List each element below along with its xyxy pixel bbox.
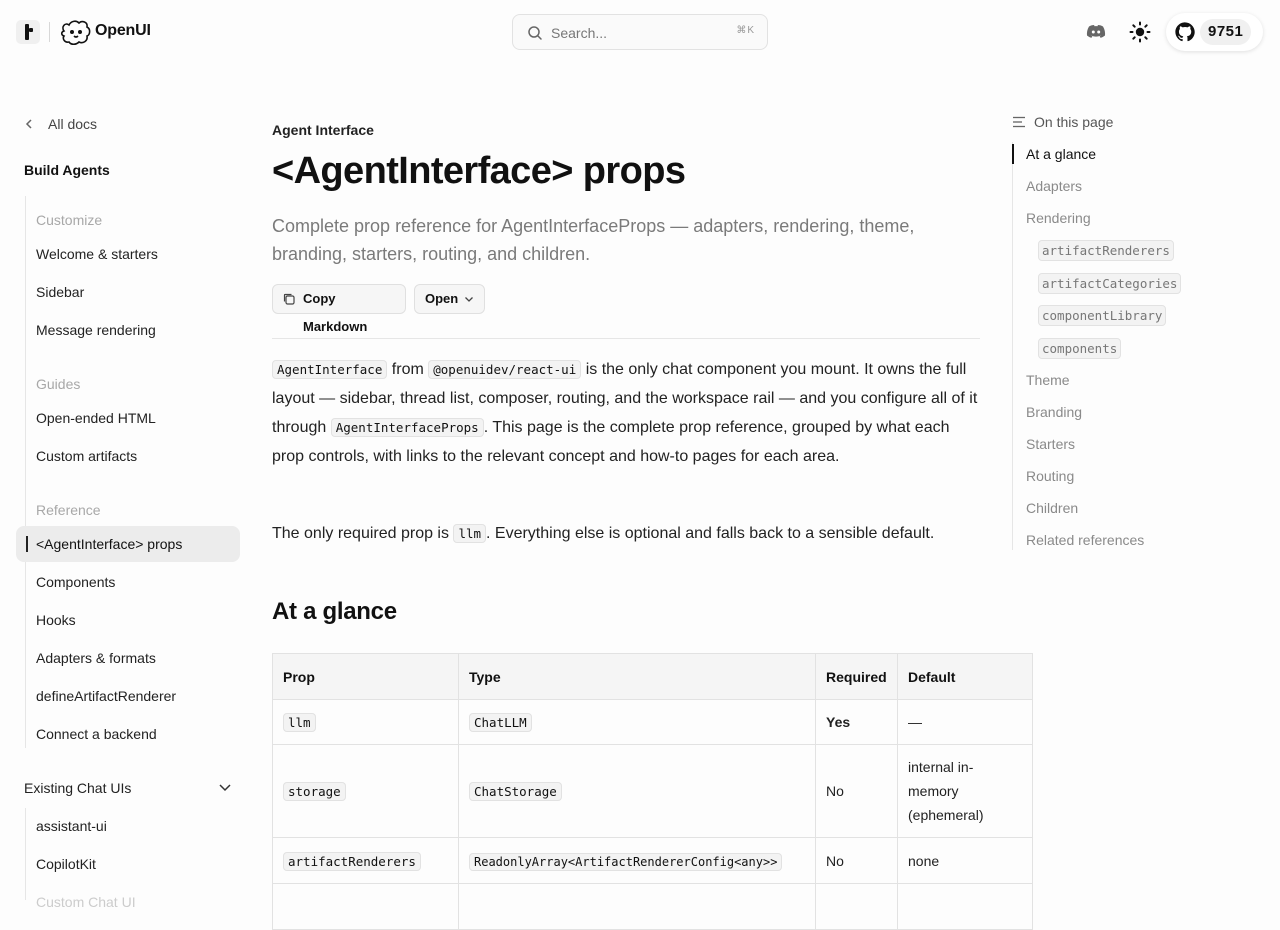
search-box[interactable] xyxy=(512,14,768,50)
sidebar-item-sidebar[interactable]: Sidebar xyxy=(36,284,85,300)
column-header-prop: Prop xyxy=(273,654,459,700)
sidebar-item-agentinterface-props[interactable] xyxy=(16,526,240,562)
open-label: Open xyxy=(425,291,459,306)
required-prop-paragraph xyxy=(272,519,980,548)
toc-item-related-references[interactable]: Related references xyxy=(1026,532,1145,548)
type-cell xyxy=(459,700,816,745)
toc-list-icon xyxy=(1012,116,1026,128)
sidebar-item-assistant-ui[interactable]: assistant-ui xyxy=(36,818,107,834)
default-cell: none xyxy=(898,838,1033,884)
brand-divider xyxy=(49,22,50,42)
toc-track xyxy=(1012,142,1013,550)
toc-active-indicator xyxy=(1012,144,1014,164)
sidebar-tree-line xyxy=(25,808,26,900)
github-stars-button[interactable] xyxy=(1166,13,1263,51)
toc-item-components[interactable]: components xyxy=(1038,338,1121,359)
sidebar-section-title[interactable]: Build Agents xyxy=(24,162,110,178)
toc-item-theme[interactable]: Theme xyxy=(1026,372,1070,388)
sidebar-item-define-artifact-renderer[interactable]: defineArtifactRenderer xyxy=(36,688,177,704)
type-cell xyxy=(459,838,816,884)
inline-code: AgentInterfaceProps xyxy=(331,418,484,437)
app-logo-icon[interactable] xyxy=(16,20,40,44)
prop-name: artifactRenderers xyxy=(283,852,421,871)
default-cell: — xyxy=(898,700,1033,745)
props-table xyxy=(272,653,1033,930)
search-icon xyxy=(527,25,543,41)
sidebar-item-message-rendering[interactable]: Message rendering xyxy=(36,322,156,338)
table-header-row xyxy=(273,654,1033,700)
open-menu-button[interactable] xyxy=(414,284,485,314)
active-indicator xyxy=(26,536,28,552)
paragraph-text: . This page is the complete prop reference, grouped by what each prop controls, with links to the relevant concept and how-to pages for each area. xyxy=(272,419,950,465)
table-row xyxy=(273,838,1033,884)
toc-item-routing[interactable]: Routing xyxy=(1026,468,1075,484)
required-cell: No xyxy=(816,745,898,838)
paragraph-text: The only required prop is xyxy=(272,525,454,542)
prop-type: ChatStorage xyxy=(469,782,562,801)
sidebar-item-hooks[interactable]: Hooks xyxy=(36,612,76,628)
intro-paragraph xyxy=(272,355,980,471)
prop-cell xyxy=(273,838,459,884)
page-subtitle: Complete prop reference for AgentInterfaceProps — adapters, rendering, theme, branding, starters, routing, and children. xyxy=(272,216,915,264)
inline-code: llm xyxy=(453,524,486,543)
props-table-scroll[interactable] xyxy=(272,653,984,900)
toc-item-children[interactable]: Children xyxy=(1026,500,1079,516)
prop-cell xyxy=(273,700,459,745)
section-heading-at-a-glance: At a glance xyxy=(272,598,397,625)
chevron-left-icon xyxy=(24,116,38,132)
sidebar-group-customize: Customize xyxy=(36,212,103,228)
paragraph-text: is the only chat component you mount. It owns the full layout — sidebar, thread list, composer, routing, and the workspace rail — and you configure all of it through xyxy=(272,361,978,436)
toc-item-artifact-renderers[interactable]: artifactRenderers xyxy=(1038,240,1174,261)
toc-item-component-library[interactable]: componentLibrary xyxy=(1038,305,1166,326)
inline-code: AgentInterface xyxy=(272,360,387,379)
mascot-logo-icon[interactable] xyxy=(60,17,92,47)
sidebar-item-adapters-formats[interactable]: Adapters & formats xyxy=(36,650,156,666)
discord-icon[interactable] xyxy=(1084,20,1108,44)
required-cell: No xyxy=(816,838,898,884)
all-docs-link[interactable] xyxy=(24,116,97,132)
sidebar-item-connect-backend[interactable]: Connect a backend xyxy=(36,726,157,742)
toc-heading-label: On this page xyxy=(1034,114,1114,130)
paragraph-text: from xyxy=(387,361,429,378)
search-shortcut: ⌘K xyxy=(736,25,755,36)
prop-type: ReadonlyArray<ArtifactRendererConfig<any>> xyxy=(469,853,782,871)
column-header-default: Default xyxy=(898,654,1033,700)
sidebar-item-open-ended-html[interactable]: Open-ended HTML xyxy=(36,410,156,426)
sidebar-item-custom-chat-ui[interactable]: Custom Chat UI xyxy=(36,894,136,910)
toc-item-branding[interactable]: Branding xyxy=(1026,404,1083,420)
table-row xyxy=(273,884,1033,930)
all-docs-label: All docs xyxy=(48,116,98,132)
column-header-required: Required xyxy=(816,654,898,700)
github-icon xyxy=(1174,21,1196,43)
copy-markdown-label: Copy Markdown xyxy=(303,291,368,334)
paragraph-text: . Everything else is optional and falls back to a sensible default. xyxy=(486,525,935,542)
sidebar-item-components[interactable]: Components xyxy=(36,574,116,590)
sidebar-tree-line xyxy=(25,196,26,748)
sidebar-item-welcome-starters[interactable]: Welcome & starters xyxy=(36,246,158,262)
default-cell: internal in-memory (ephemeral) xyxy=(898,745,1033,838)
inline-code: @openuidev/react-ui xyxy=(428,360,581,379)
prop-type: ChatLLM xyxy=(469,713,532,732)
sidebar-item-copilotkit[interactable]: CopilotKit xyxy=(36,856,96,872)
copy-markdown-button[interactable] xyxy=(272,284,406,334)
page-title: <AgentInterface> props xyxy=(272,150,686,192)
toc-heading xyxy=(1012,114,1113,130)
prop-cell xyxy=(273,745,459,838)
chevron-down-icon xyxy=(464,294,474,304)
github-star-count: 9751 xyxy=(1200,19,1251,45)
existing-chat-uis-toggle[interactable] xyxy=(24,780,232,796)
required-cell: Yes xyxy=(816,700,898,745)
prop-name: llm xyxy=(283,713,316,732)
chevron-down-icon xyxy=(218,780,232,794)
toc-item-starters[interactable]: Starters xyxy=(1026,436,1076,452)
toc-item-at-a-glance[interactable]: At a glance xyxy=(1026,146,1097,162)
top-bar xyxy=(0,0,1280,64)
prop-name: storage xyxy=(283,782,346,801)
toc-item-rendering[interactable]: Rendering xyxy=(1026,210,1091,226)
table-row xyxy=(273,700,1033,745)
divider xyxy=(272,338,980,339)
column-header-type: Type xyxy=(459,654,816,700)
table-row xyxy=(273,745,1033,838)
breadcrumb: Agent Interface xyxy=(272,122,374,138)
doc-content xyxy=(272,64,984,900)
brand-name[interactable]: OpenUI xyxy=(95,22,151,39)
docs-sidebar xyxy=(0,64,256,910)
sidebar-group-reference: Reference xyxy=(36,502,101,518)
search-input[interactable] xyxy=(551,23,721,43)
sidebar-group-guides: Guides xyxy=(36,376,81,392)
type-cell xyxy=(459,745,816,838)
copy-icon xyxy=(282,292,296,306)
toc-item-adapters[interactable]: Adapters xyxy=(1026,178,1083,194)
theme-toggle-sun-icon[interactable] xyxy=(1128,20,1152,44)
sidebar-item-custom-artifacts[interactable]: Custom artifacts xyxy=(36,448,138,464)
existing-chat-uis-title: Existing Chat UIs xyxy=(24,780,132,796)
sidebar-item-label: <AgentInterface> props xyxy=(36,536,183,552)
toc-item-artifact-categories[interactable]: artifactCategories xyxy=(1038,273,1181,294)
on-this-page-toc xyxy=(1012,64,1280,900)
